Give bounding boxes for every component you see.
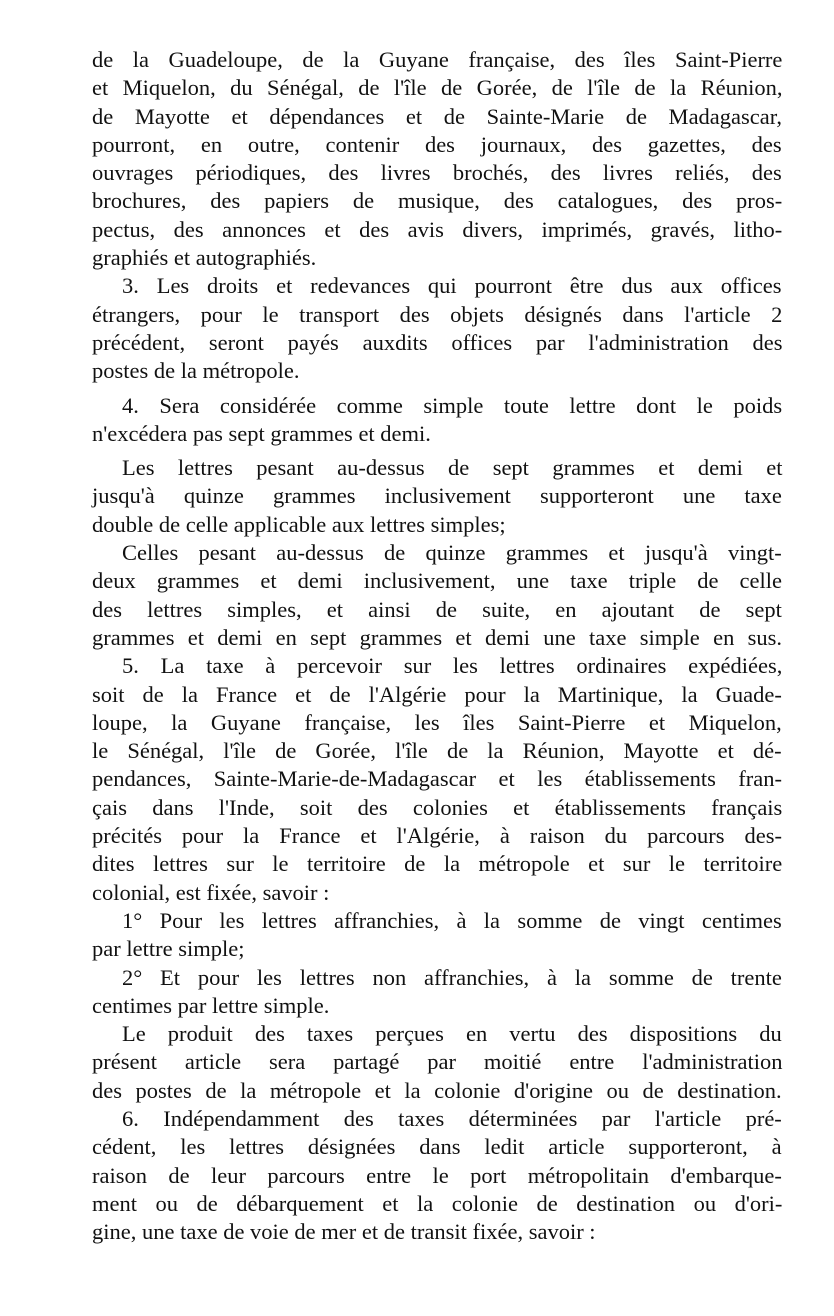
text-line: Celles pesant au-dessus de quinze grammes et jusqu'à vingt- bbox=[122, 540, 782, 566]
text-line: et Miquelon, du Sénégal, de l'île de Gorée, de l'île de la Réunion, bbox=[92, 75, 783, 101]
text-line: des postes de la métropole et la colonie d'origine ou de destination. bbox=[92, 1077, 782, 1103]
text-line: présent article sera partagé par moitié entre l'administration bbox=[92, 1049, 783, 1075]
text-line: 3. Les droits et redevances qui pourront être dus aux offices bbox=[122, 273, 782, 299]
paragraph bbox=[92, 539, 782, 652]
text-line: dites lettres sur le territoire de la métropole et sur le territoire bbox=[92, 851, 783, 877]
paragraph bbox=[92, 1020, 782, 1105]
text-line: pendances, Sainte-Marie-de-Madagascar et les établissements fran- bbox=[92, 766, 782, 792]
text-line: 6. Indépendamment des taxes déterminées par l'article pré- bbox=[122, 1105, 782, 1131]
list-item-2 bbox=[92, 964, 782, 1021]
paragraph-continuation bbox=[92, 46, 782, 272]
paragraph bbox=[92, 454, 782, 539]
text-line: 2° Et pour les lettres non affranchies, à la somme de trente bbox=[122, 964, 782, 990]
text-line: grammes et demi en sept grammes et demi une taxe simple en sus. bbox=[92, 624, 783, 650]
text-line: jusqu'à quinze grammes inclusivement supporteront une taxe bbox=[92, 483, 782, 509]
text-line: cédent, les lettres désignées dans ledit article supporteront, à bbox=[92, 1134, 782, 1160]
text-line: deux grammes et demi inclusivement, une taxe triple de celle bbox=[92, 568, 783, 594]
text-line: postes de la métropole. bbox=[92, 358, 300, 384]
text-line: graphiés et autographiés. bbox=[92, 245, 317, 271]
text-line: de Mayotte et dépendances et de Sainte-Marie de Madagascar, bbox=[92, 103, 782, 129]
article-4 bbox=[92, 392, 782, 449]
text-line: centimes par lettre simple. bbox=[92, 992, 330, 1018]
text-line: 1° Pour les lettres affranchies, à la somme de vingt centimes bbox=[122, 907, 782, 933]
text-line: étrangers, pour le transport des objets désignés dans l'article 2 bbox=[92, 301, 783, 327]
text-line: brochures, des papiers de musique, des catalogues, des pros- bbox=[92, 188, 783, 214]
text-line: soit de la France et de l'Algérie pour la Martinique, la Guade- bbox=[92, 681, 782, 707]
article-5 bbox=[92, 652, 782, 907]
text-line: çais dans l'Inde, soit des colonies et établissements français bbox=[92, 794, 783, 820]
text-line: Le produit des taxes perçues en vertu des dispositions du bbox=[122, 1021, 782, 1047]
text-line: 4. Sera considérée comme simple toute lettre dont le poids bbox=[122, 392, 783, 418]
text-line: double de celle applicable aux lettres simples; bbox=[92, 511, 506, 537]
text-line: ment ou de débarquement et la colonie de destination ou d'ori- bbox=[92, 1190, 783, 1216]
text-line: ouvrages périodiques, des livres brochés, des livres reliés, des bbox=[92, 160, 782, 186]
text-line: par lettre simple; bbox=[92, 936, 245, 962]
text-line: Les lettres pesant au-dessus de sept grammes et demi et bbox=[122, 455, 783, 481]
list-item-1 bbox=[92, 907, 782, 964]
text-line: n'excédera pas sept grammes et demi. bbox=[92, 420, 431, 446]
text-line: 5. La taxe à percevoir sur les lettres ordinaires expédiées, bbox=[122, 653, 783, 679]
text-line: pectus, des annonces et des avis divers, imprimés, gravés, litho- bbox=[92, 216, 783, 242]
article-6 bbox=[92, 1105, 782, 1246]
article-3 bbox=[92, 272, 782, 385]
text-line: raison de leur parcours entre le port métropolitain d'embarque- bbox=[92, 1162, 782, 1188]
text-line: pourront, en outre, contenir des journaux, des gazettes, des bbox=[92, 131, 782, 157]
text-line: le Sénégal, l'île de Gorée, l'île de la Réunion, Mayotte et dé- bbox=[92, 738, 782, 764]
page-text bbox=[92, 46, 782, 1246]
text-line: des lettres simples, et ainsi de suite, en ajoutant de sept bbox=[92, 596, 782, 622]
text-line: colonial, est fixée, savoir : bbox=[92, 879, 330, 905]
text-line: précédent, seront payés auxdits offices par l'administration des bbox=[92, 329, 783, 355]
text-line: loupe, la Guyane française, les îles Saint-Pierre et Miquelon, bbox=[92, 709, 782, 735]
text-line: de la Guadeloupe, de la Guyane française, des îles Saint-Pierre bbox=[92, 47, 783, 72]
text-line: précités pour la France et l'Algérie, à raison du parcours des- bbox=[92, 823, 782, 849]
text-line: gine, une taxe de voie de mer et de transit fixée, savoir : bbox=[92, 1219, 596, 1245]
